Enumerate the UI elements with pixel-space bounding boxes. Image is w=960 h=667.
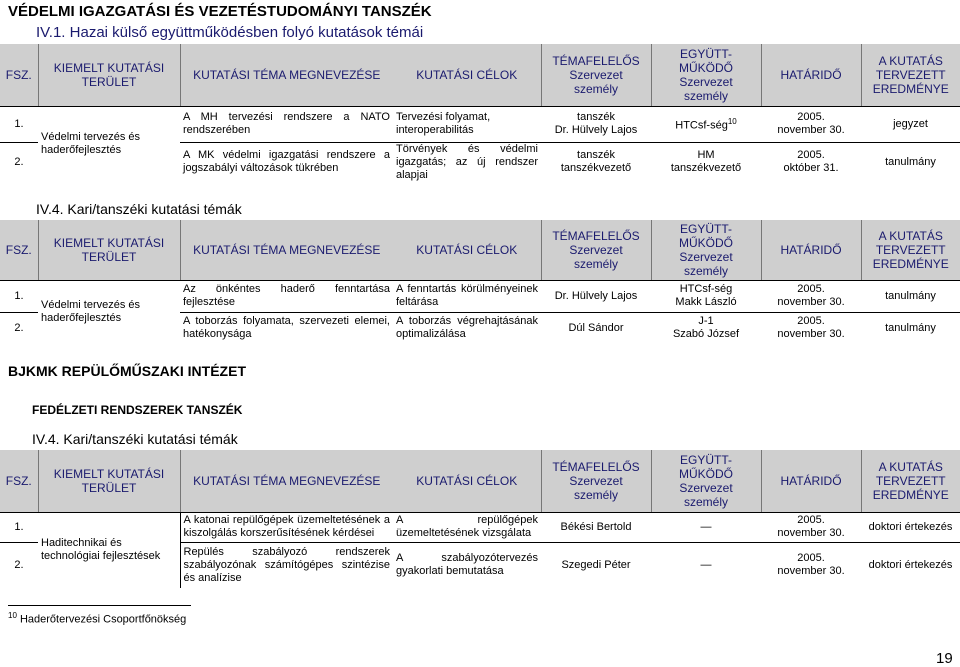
row-num: 2. — [14, 155, 24, 168]
row-topic: A MK védelmi igazgatási rendszere a jogszabályi változások tükrében — [183, 149, 390, 174]
header-result: A KUTATÁS TERVEZETT EREDMÉNYE — [861, 220, 960, 280]
row-num: 1. — [0, 512, 38, 542]
header-area: KIEMELT KUTATÁSI TERÜLET — [38, 450, 180, 512]
row-cooperating: HTCsf-ség Makk László — [651, 280, 761, 312]
row-num: 1. — [0, 106, 38, 142]
row-responsible: Békési Bertold — [541, 512, 651, 542]
header-area: KIEMELT KUTATÁSI TERÜLET — [38, 220, 180, 280]
section-heading-iv4-b: IV.4. Kari/tanszéki kutatási témák — [32, 431, 238, 447]
institute-heading: BJKMK REPÜLŐMŰSZAKI INTÉZET — [8, 363, 246, 379]
table-header — [0, 450, 960, 512]
row-result: tanulmány — [861, 280, 960, 312]
row-goal: A toborzás végrehajtásának optimalizálása — [396, 315, 538, 341]
header-cooperating: EGYÜTT- MŰKÖDŐ Szervezet személy — [651, 44, 761, 106]
footnote — [8, 611, 186, 626]
row-topic: Az önkéntes haderő fenntartása fejlesztése — [180, 280, 393, 312]
page-number: 19 — [936, 650, 953, 667]
row-topic: A toborzás folyamata, szervezeti elemei, hatékonysága — [183, 315, 390, 341]
row-cooperating: HTCsf-ség$^{10}$ — [651, 106, 761, 142]
header-topic: KUTATÁSI TÉMA MEGNEVEZÉSE — [180, 450, 393, 512]
row-deadline: 2005. november 30. — [777, 552, 845, 578]
row-responsible: tanszék Dr. Hülvely Lajos — [541, 106, 651, 142]
header-deadline: HATÁRIDŐ — [761, 220, 861, 280]
table-row — [0, 106, 960, 142]
header-num: FSZ. — [0, 220, 38, 280]
header-num: FSZ. — [0, 44, 38, 106]
header-responsible: TÉMAFELELŐS Szervezet személy — [541, 44, 651, 106]
row-responsible: Dúl Sándor — [568, 321, 624, 334]
row-goal: A fenntartás körülményeinek feltárása — [393, 280, 541, 312]
table-header — [0, 44, 960, 106]
table-row — [0, 512, 960, 542]
row-goal: Törvények és védelmi igazgatás; az új rendszer alapjai — [396, 142, 538, 181]
row-goal: Tervezési folyamat, interoperabilitás — [393, 106, 541, 142]
row-result: tanulmány — [885, 155, 936, 168]
row-topic: A MH tervezési rendszere a NATO rendszerében — [180, 106, 393, 142]
header-cooperating: EGYÜTT- MŰKÖDŐ Szervezet személy — [651, 450, 761, 512]
header-deadline: HATÁRIDŐ — [761, 450, 861, 512]
row-deadline: 2005. november 30. — [761, 106, 861, 142]
header-goals: KUTATÁSI CÉLOK — [393, 450, 541, 512]
section-heading-iv4: IV.4. Kari/tanszéki kutatási témák — [36, 201, 242, 217]
row-topic: A katonai repülőgépek üzemeltetésének a kiszolgálás korszerűsítésének kérdései — [180, 512, 393, 542]
row-responsible: Szegedi Péter — [561, 558, 631, 571]
header-cooperating: EGYÜTT- MŰKÖDŐ Szervezet személy — [651, 220, 761, 280]
header-responsible: TÉMAFELELŐS Szervezet személy — [541, 220, 651, 280]
header-area: KIEMELT KUTATÁSI TERÜLET — [38, 44, 180, 106]
row-topic: Repülés szabályozó rendszerek szabályozónak számítógépes szintézise és analízise — [183, 545, 390, 584]
section-heading-iv1: IV.1. Hazai külső együttműködésben folyó kutatások témái — [36, 24, 424, 41]
row-deadline: 2005. október 31. — [783, 149, 839, 174]
row-deadline: 2005. november 30. — [777, 315, 845, 341]
row-responsible: Dr. Hülvely Lajos — [541, 280, 651, 312]
research-table-1 — [0, 44, 960, 182]
page-title: VÉDELMI IGAZGATÁSI ÉS VEZETÉSTUDOMÁNYI TANSZÉK — [8, 3, 432, 20]
research-area: Védelmi tervezés és haderőfejlesztés — [41, 299, 141, 325]
row-goal: A szabályozótervezés gyakorlati bemutatása — [396, 552, 538, 578]
header-goals: KUTATÁSI CÉLOK — [393, 44, 541, 106]
row-num: 1. — [0, 280, 38, 312]
row-cooperating: HM tanszékvezető — [670, 149, 742, 174]
row-responsible: tanszék tanszékvezető — [560, 149, 632, 174]
row-result: doktori értekezés — [868, 558, 953, 571]
research-area: Védelmi tervezés és haderőfejlesztés — [41, 131, 141, 156]
row-cooperating: J-1 Szabó József — [672, 315, 740, 341]
footnote-text: Haderőtervezési Csoportfőnökség — [19, 613, 187, 626]
table-row — [0, 280, 960, 312]
header-topic: KUTATÁSI TÉMA MEGNEVEZÉSE — [180, 220, 393, 280]
row-num: 2. — [14, 558, 24, 571]
department-heading: FEDÉLZETI RENDSZEREK TANSZÉK — [32, 403, 243, 417]
row-num: 2. — [14, 321, 24, 334]
header-num: FSZ. — [0, 450, 38, 512]
row-cooperating: — — [651, 512, 761, 542]
header-responsible: TÉMAFELELŐS Szervezet személy — [541, 450, 651, 512]
research-area: Haditechnikai és technológiai fejlesztések — [38, 512, 180, 588]
row-deadline: 2005. november 30. — [761, 512, 861, 542]
header-goals: KUTATÁSI CÉLOK — [393, 220, 541, 280]
footnote-number: 10 — [8, 611, 17, 620]
row-cooperating: — — [700, 558, 712, 571]
research-table-3 — [0, 450, 960, 588]
row-goal: A repülőgépek üzemeltetésének vizsgálata — [393, 512, 541, 542]
header-result: A KUTATÁS TERVEZETT EREDMÉNYE — [861, 450, 960, 512]
header-topic: KUTATÁSI TÉMA MEGNEVEZÉSE — [180, 44, 393, 106]
header-deadline: HATÁRIDŐ — [761, 44, 861, 106]
table-header — [0, 220, 960, 280]
research-table-2 — [0, 220, 960, 344]
row-result: jegyzet — [861, 106, 960, 142]
row-deadline: 2005. november 30. — [761, 280, 861, 312]
footnote-separator — [8, 605, 191, 606]
header-result: A KUTATÁS TERVEZETT EREDMÉNYE — [861, 44, 960, 106]
row-result: doktori értekezés — [861, 512, 960, 542]
row-result: tanulmány — [885, 321, 936, 334]
